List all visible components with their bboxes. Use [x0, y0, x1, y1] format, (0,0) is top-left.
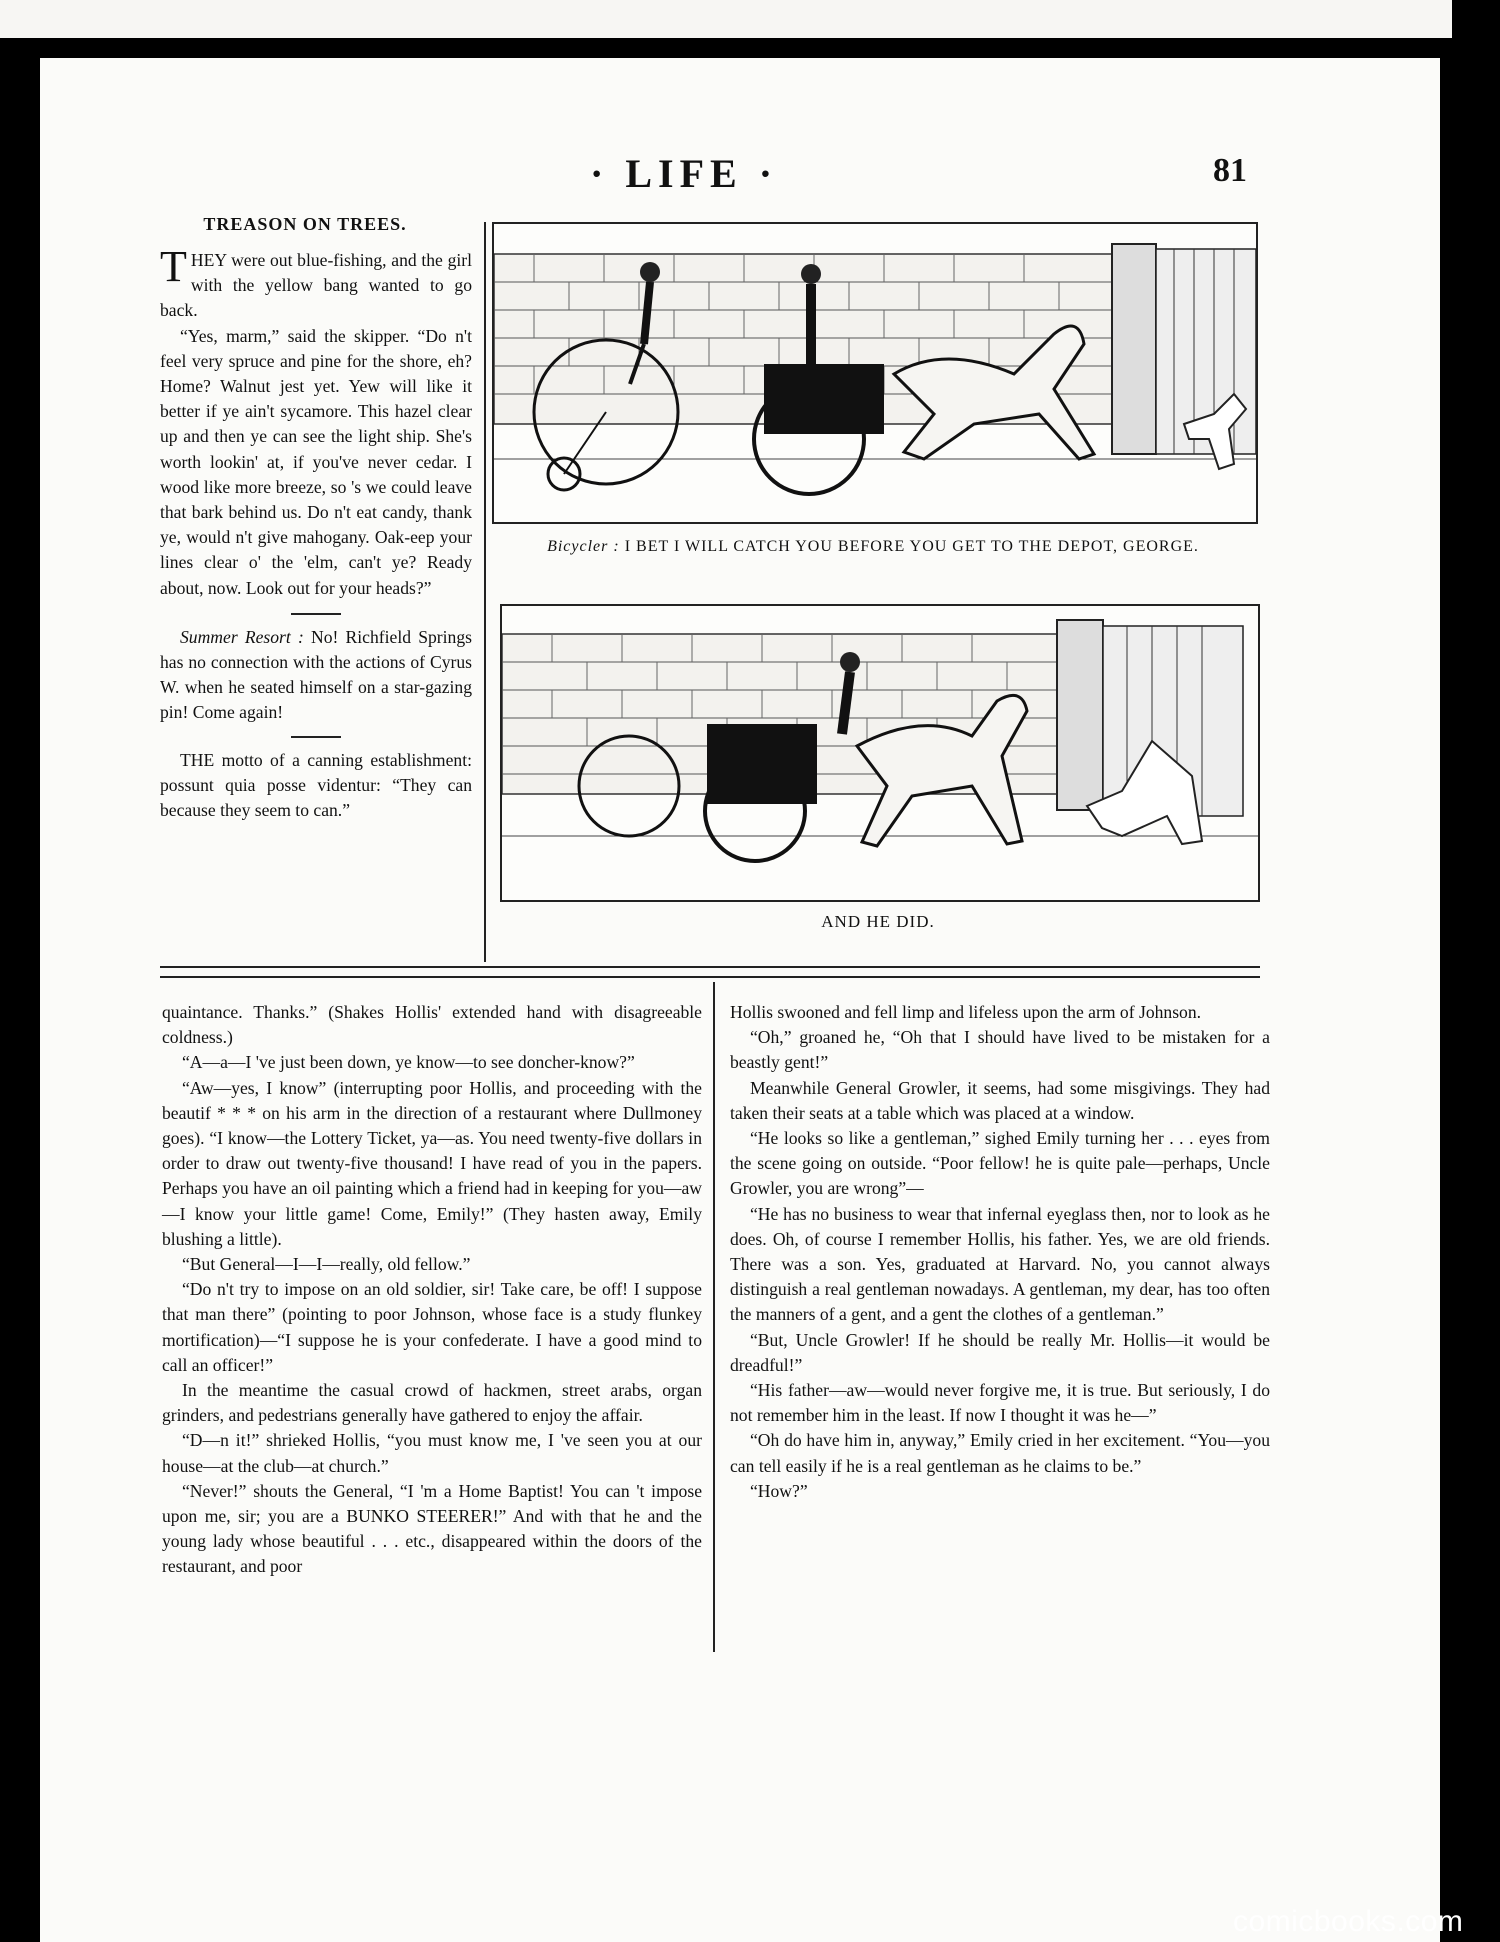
lower-left-p8: “Never!” shouts the General, “I 'm a Home Baptist! You can 't impose upon me, sir; you are a BUNKO STEERER!” And with that he and the young lady whose beautiful . . . etc., disappeared within the doors of the restaurant, and poor — [162, 1480, 702, 1577]
cartoon-panel-top — [492, 222, 1258, 524]
paragraph-3 — [160, 625, 472, 726]
paragraph-1-text: HEY were out blue-fishing, and the girl with the yellow bang wanted to go back. — [160, 250, 472, 321]
caption-top-text: I BET I WILL CATCH YOU BEFORE YOU GET TO THE DEPOT, GEORGE. — [624, 538, 1199, 555]
lower-left-p1: quaintance. Thanks.” (Shakes Hollis' extended hand with disagreeable coldness.) — [162, 1002, 702, 1048]
article-title: TREASON ON TREES. — [203, 214, 407, 234]
lower-right-p8: “Oh do have him in, anyway,” Emily cried in her excitement. “You—you can tell easily if he is a real gentleman as he claims to be.” — [730, 1430, 1270, 1476]
lower-right-p4: “He looks so like a gentleman,” sighed Emily turning her . . . eyes from the scene going on outside. “Poor fellow! he is quite pale—perhaps, Uncle Growler, you are wrong”— — [730, 1128, 1270, 1199]
cartoon-caption-top — [492, 538, 1254, 556]
left-column — [160, 242, 472, 823]
column-divider-top — [484, 222, 486, 962]
paragraph-4 — [160, 748, 472, 824]
lower-right-p3: Meanwhile General Growler, it seems, had some misgivings. They had taken their seats at a table which was placed at a window. — [730, 1077, 1270, 1123]
lower-left-column — [162, 1000, 702, 1580]
lower-left-p7: “D—n it!” shrieked Hollis, “you must know me, I 've seen you at our house—at the club—at church.” — [162, 1430, 702, 1476]
lower-right-p9: “How?” — [750, 1480, 808, 1501]
lower-left-p4: “But General—I—I—really, old fellow.” — [182, 1254, 471, 1275]
scan-border-top — [0, 0, 1452, 38]
section-rule-bottom — [160, 976, 1260, 978]
dropcap: T — [160, 242, 187, 291]
lower-right-p7: “His father—aw—would never forgive me, it is true. But seriously, I do not remember him in the least. If now I thought it was he—” — [730, 1380, 1270, 1426]
site-watermark: comicbooks.com — [1233, 1905, 1464, 1938]
cartoon-caption-bottom: AND HE DID. — [821, 912, 935, 931]
lower-right-p2: “Oh,” groaned he, “Oh that I should have lived to be mistaken for a beastly gent!” — [730, 1027, 1270, 1073]
paragraph-2: “Yes, marm,” said the skipper. “Do n't feel very spruce and pine for the shore, eh? Home? Walnut jest yet. Yew will like it better if ye ain't sycamore. This hazel clear up and then ye can see the light ship. She's worth lookin' at, if you've never cedar. I wood like more breeze, so 's we could leave that bark behind us. Do n't eat candy, thank ye, would n't give mahogany. Oak-eep your lines clear o' the 'elm, can't ye? Ready about, now. Look out for your heads?” — [160, 325, 472, 598]
masthead-title: · LIFE · — [590, 151, 779, 196]
paragraph-3-label: Summer Resort : — [180, 626, 304, 647]
paragraph-4-lead: THE — [180, 749, 215, 770]
short-rule — [291, 613, 341, 615]
paragraph-3-text: No! Richfield Springs has no connection with the actions of Cyrus W. when he seated himself on a star-gazing pin! Come again! — [160, 626, 472, 723]
lower-right-column — [730, 1000, 1270, 1504]
paragraph-1 — [160, 242, 472, 324]
page-number: 81 — [1213, 152, 1247, 189]
caption-speaker: Bicycler : — [547, 538, 620, 555]
lower-left-p5: “Do n't try to impose on an old soldier, sir! Take care, be off! I suppose that man there” (pointing to poor Johnson, whose face is a study flunkey mortification)—“I suppose he is your confederate. I have a good mind to call an officer!” — [162, 1279, 702, 1375]
short-rule-2 — [291, 736, 341, 738]
section-rule-top — [160, 966, 1260, 968]
lower-right-p1: Hollis swooned and fell limp and lifeless upon the arm of Johnson. — [730, 1002, 1202, 1022]
lower-right-p5: “He has no business to wear that infernal eyeglass then, nor to look as he does. Oh, of course I remember Hollis, his father. Yes, we are old friends. There was a son. Yes, graduated at Harvard. No, you cannot always distinguish a real gentleman nowadays. A gentleman, my dear, has too often the manners of a gent, and a gent the clothes of a gentleman.” — [730, 1203, 1270, 1325]
column-divider-bottom — [713, 982, 715, 1652]
lower-left-p6: In the meantime the casual crowd of hackmen, street arabs, organ grinders, and pedestrians generally have gathered to enjoy the affair. — [162, 1380, 702, 1426]
lower-right-p6: “But, Uncle Growler! If he should be really Mr. Hollis—it would be dreadful!” — [730, 1329, 1270, 1375]
cartoon-illustration-crash — [502, 606, 1258, 900]
cartoon-illustration-bicycle-race — [494, 224, 1256, 522]
lower-left-p2: “A—a—I 've just been down, ye know—to see doncher-know?” — [182, 1052, 635, 1073]
lower-left-p3: “Aw—yes, I know” (interrupting poor Hollis, and proceeding with the beautif * * * on his arm in the direction of a restaurant where Dullmoney goes). “I know—the Lottery Ticket, ya—as. You need twenty-five dollars in order to draw out twenty-five thousand! I have read of you in the papers. Perhaps you have an oil painting which a friend had in keeping for you—aw—I know your little game! Come, Emily!” (They hasten away, Emily blushing a little). — [162, 1077, 702, 1249]
paragraph-4-text: motto of a canning establishment: possunt quia posse videntur: “They can because they seem to can.” — [160, 749, 472, 821]
cartoon-panel-bottom — [500, 604, 1260, 902]
